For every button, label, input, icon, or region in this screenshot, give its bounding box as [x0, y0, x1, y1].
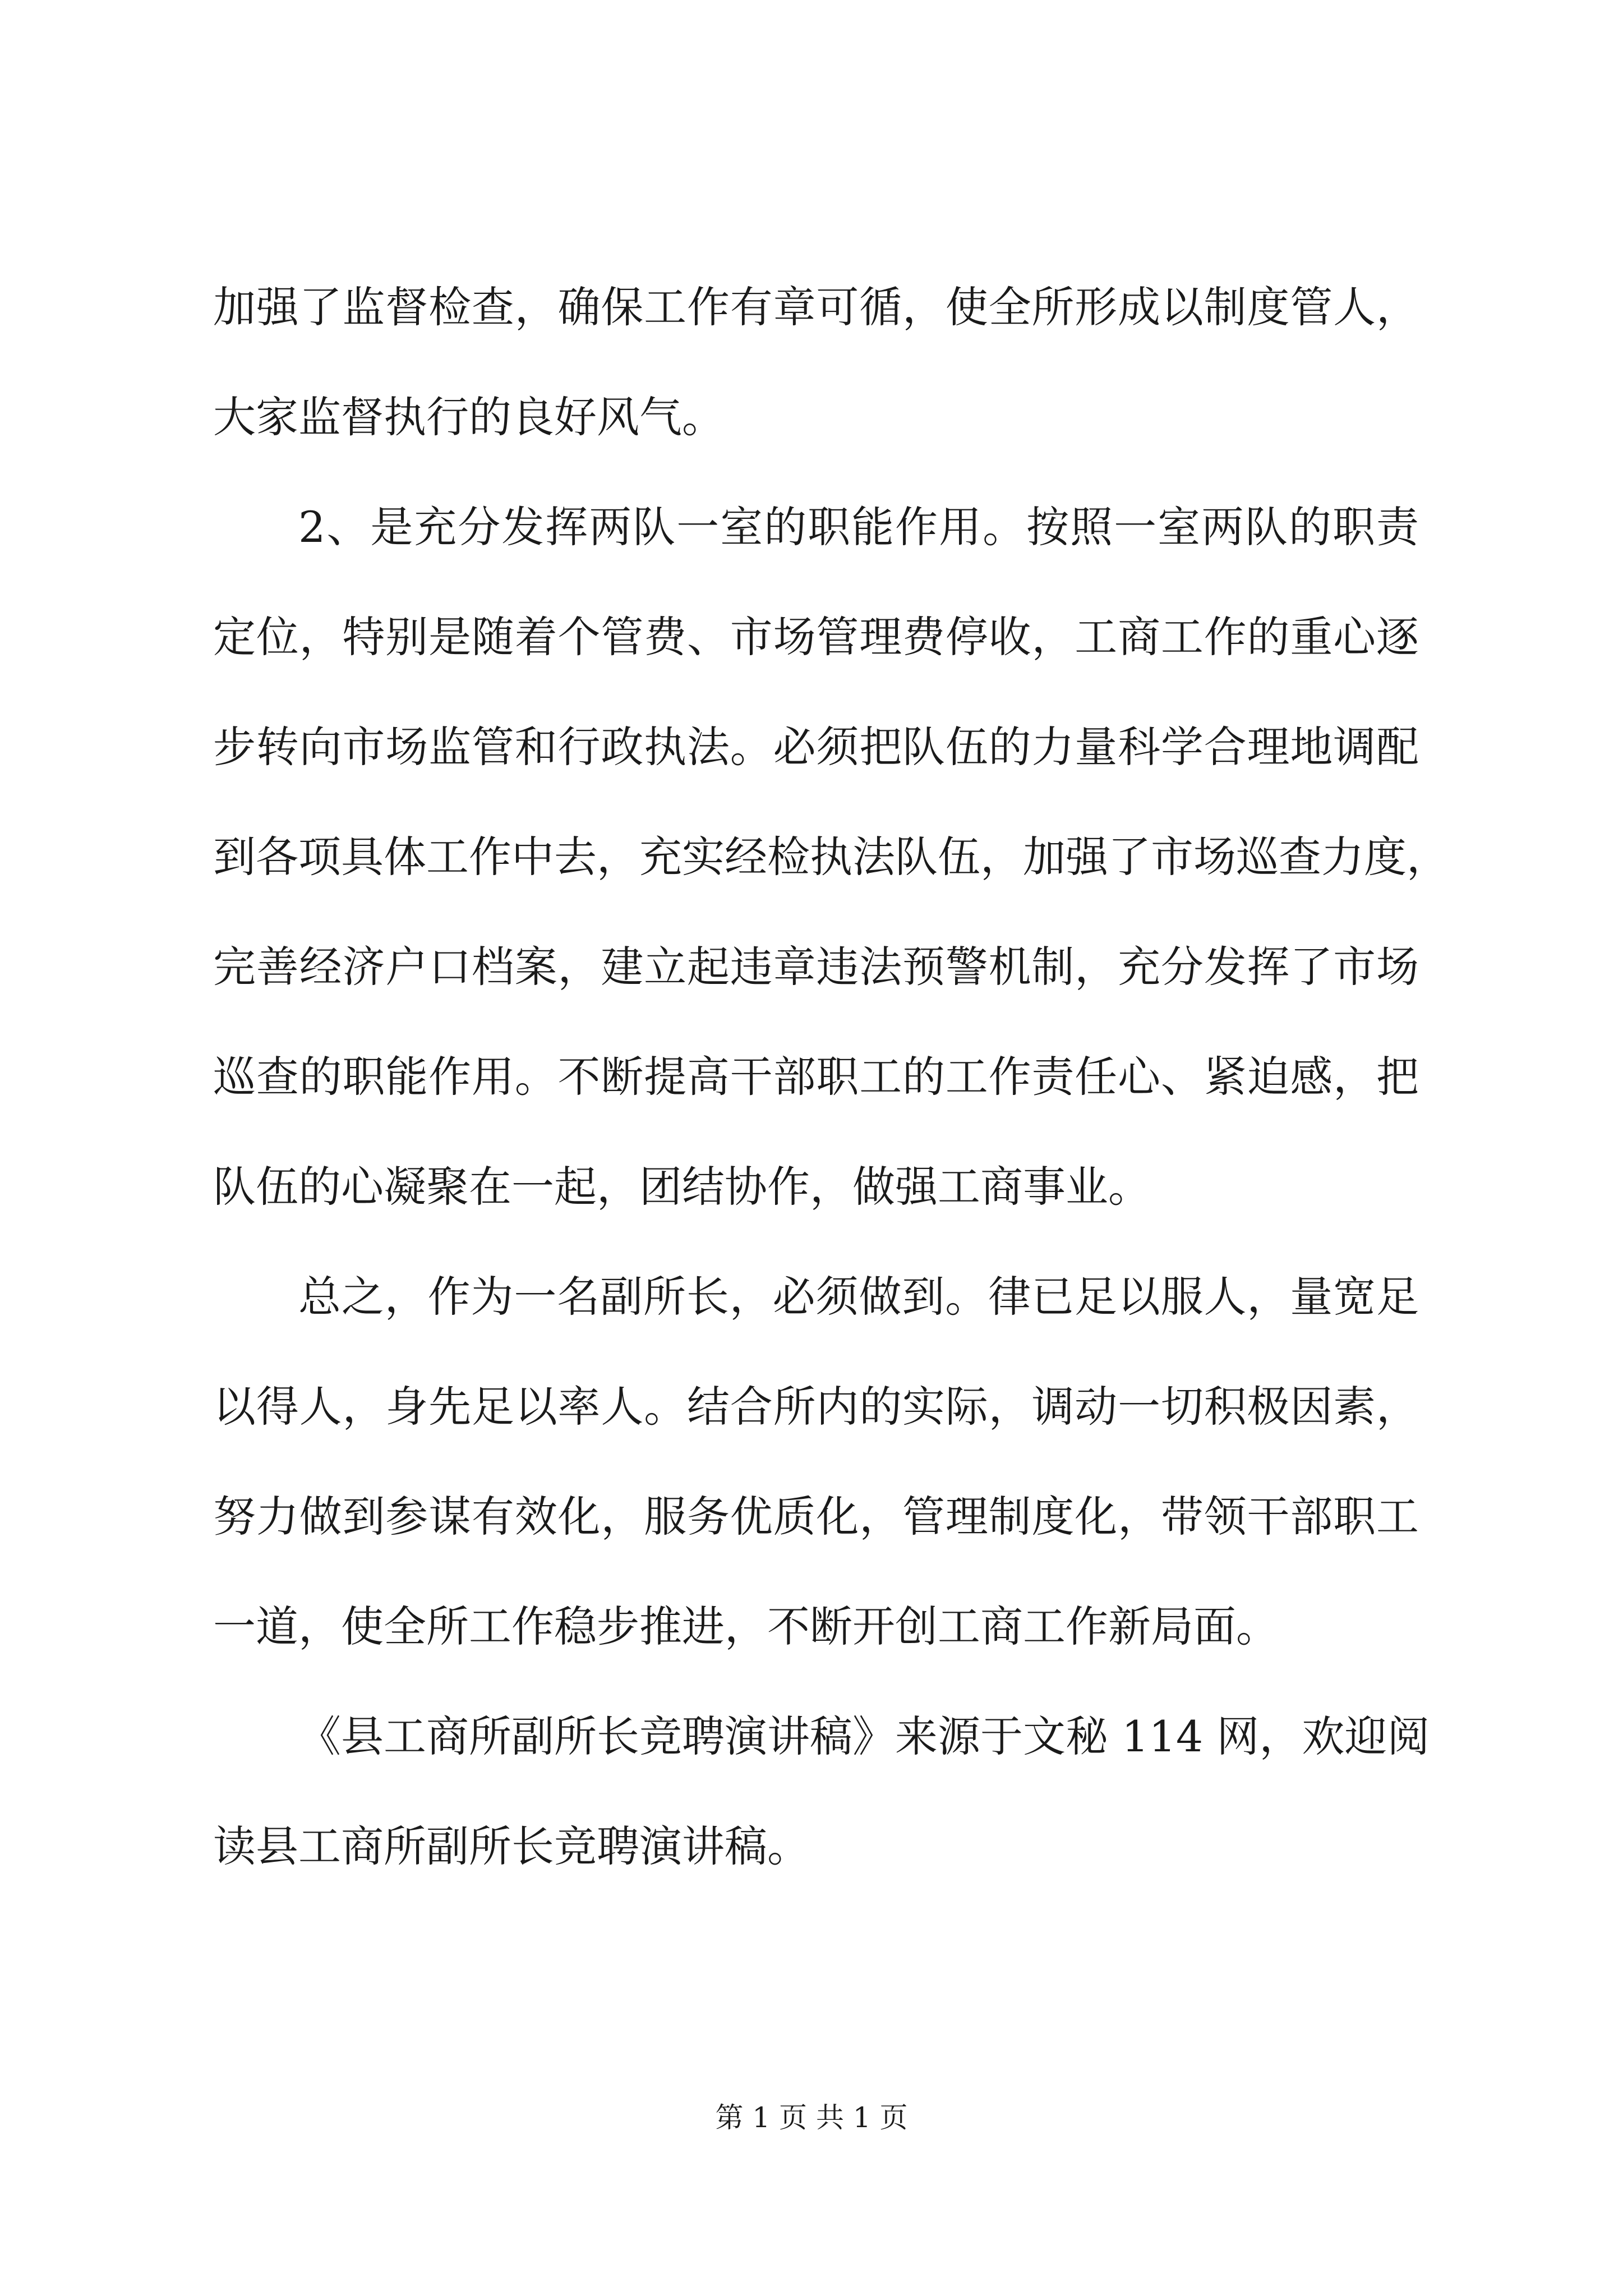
paragraph-source-note: [213, 1682, 1430, 1902]
text-line: 2、是充分发挥两队一室的职能作用。按照一室两队的职责: [298, 502, 1419, 552]
text-line: 巡查的职能作用。不断提高干部职工的工作责任心、紧迫感，把: [213, 1052, 1419, 1102]
text-line: 总之，作为一名副所长，必须做到。律已足以服人，量宽足: [298, 1272, 1419, 1322]
text-line: 以得人，身先足以率人。结合所内的实际，调动一切积极因素，: [213, 1382, 1419, 1432]
text-line: 《县工商所副所长竞聘演讲稿》来源于文秘 114 网，欢迎阅: [298, 1711, 1430, 1761]
text-line: 加强了监督检查，确保工作有章可循，使全所形成以制度管人，: [213, 282, 1419, 332]
text-line: 一道，使全所工作稳步推进，不断开创工商工作新局面。: [213, 1602, 1279, 1651]
text-line: 大家监督执行的良好风气。: [213, 392, 725, 442]
page-footer: 第 1 页 共 1 页: [715, 2101, 908, 2134]
text-line: 队伍的心凝聚在一起，团结协作，做强工商事业。: [213, 1162, 1151, 1212]
paragraph-item-2: [213, 472, 1449, 1242]
text-line: 完善经济户口档案，建立起违章违法预警机制，充分发挥了市场: [213, 942, 1419, 992]
text-line: 步转向市场监管和行政执法。必须把队伍的力量科学合理地调配: [213, 722, 1419, 772]
paragraph-summary: [213, 1242, 1419, 1682]
text-line: 努力做到参谋有效化，服务优质化，管理制度化，带领干部职工: [213, 1492, 1419, 1542]
text-line: 读县工商所副所长竞聘演讲稿。: [213, 1821, 810, 1871]
text-line: 到各项具体工作中去，充实经检执法队伍，加强了市场巡查力度，: [213, 832, 1449, 882]
document-body: [213, 252, 1449, 1902]
paragraph-continued: [213, 252, 1419, 472]
text-line: 定位，特别是随着个管费、市场管理费停收，工商工作的重心逐: [213, 612, 1419, 662]
